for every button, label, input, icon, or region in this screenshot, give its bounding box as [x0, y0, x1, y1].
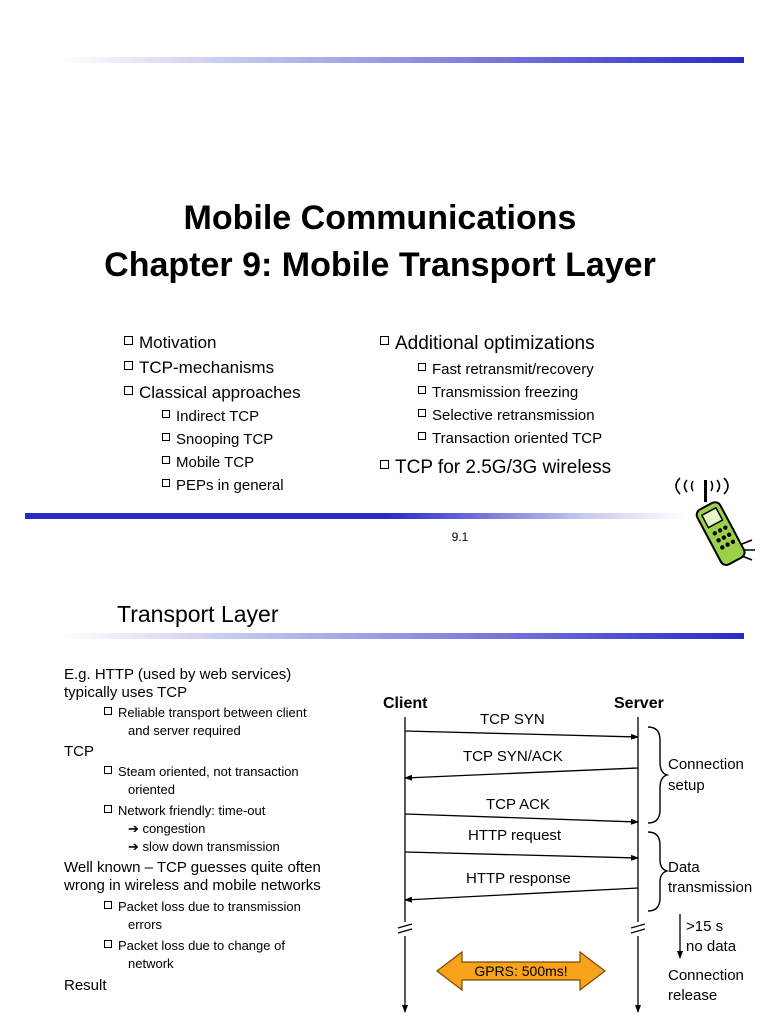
list-item: Packet loss due to transmission errors: [64, 898, 374, 934]
msg-syn-label: TCP SYN: [480, 711, 545, 728]
list-item: Motivation: [124, 330, 301, 355]
list-item: Reliable transport between client and server required: [64, 704, 374, 740]
setup-brace: [648, 727, 667, 823]
list-item: Snooping TCP: [124, 428, 301, 451]
list-item: Fast retransmit/recovery: [380, 358, 611, 381]
msg-response-arrow: [405, 888, 638, 900]
list-item: Selective retransmission: [380, 404, 611, 427]
list-item: Network friendly: time-out ➔ congestion ➔ slow down transmission: [64, 802, 374, 856]
list-item: TCP-mechanisms: [124, 355, 301, 380]
list-item: Transmission freezing: [380, 381, 611, 404]
timeout-label: >15 s no data: [686, 918, 737, 955]
msg-request-label: HTTP request: [468, 827, 562, 844]
client-label: Client: [383, 695, 428, 712]
list-item: Mobile TCP: [124, 451, 301, 474]
setup-label: Connection setup: [668, 756, 744, 794]
list-item: Transaction oriented TCP: [380, 427, 611, 450]
list-item: Indirect TCP: [124, 405, 301, 428]
page-number: 9.1: [451, 530, 469, 544]
list-item: Packet loss due to change of network: [64, 937, 374, 973]
slide1-title-line1: Mobile Communications: [183, 199, 577, 237]
msg-synack-arrow: [405, 768, 638, 778]
msg-ack-arrow: [405, 814, 638, 822]
list-item: Additional optimizations: [380, 330, 611, 358]
data-transmission-label: Data transmission: [668, 859, 753, 896]
msg-request-arrow: [405, 852, 638, 858]
client-lifeline: [398, 717, 412, 1012]
slide2-text: E.g. HTTP (used by web services) typically uses TCP Reliable transport between client and server required TCP Steam oriented, not transaction oriented Network friendly: time-out ➔ congestion ➔ slow down transmission Well known – TCP guesses quite often wrong in wireless and mobile networks Packet loss due to transmission errors Packet loss due to change of network Result: [64, 666, 374, 995]
msg-ack-label: TCP ACK: [486, 796, 550, 813]
list-item: PEPs in general: [124, 474, 301, 497]
msg-synack-label: TCP SYN/ACK: [463, 748, 563, 765]
right-arrow-icon: ➔: [128, 821, 143, 836]
msg-syn-arrow: [405, 731, 638, 737]
release-label: Connection release: [668, 967, 744, 1004]
server-lifeline: [631, 717, 645, 1012]
list-item: TCP for 2.5G/3G wireless: [380, 454, 611, 482]
right-arrow-icon: ➔: [128, 839, 143, 854]
list-item: Classical approaches: [124, 380, 301, 405]
gprs-label: GPRS: 500ms!: [474, 963, 568, 979]
server-label: Server: [614, 695, 664, 712]
slide2-title: Transport Layer: [117, 601, 279, 627]
slide1-title-line2: Chapter 9: Mobile Transport Layer: [104, 246, 656, 284]
msg-response-label: HTTP response: [466, 870, 571, 887]
list-item: Steam oriented, not transaction oriented: [64, 763, 374, 799]
data-brace: [648, 832, 667, 911]
